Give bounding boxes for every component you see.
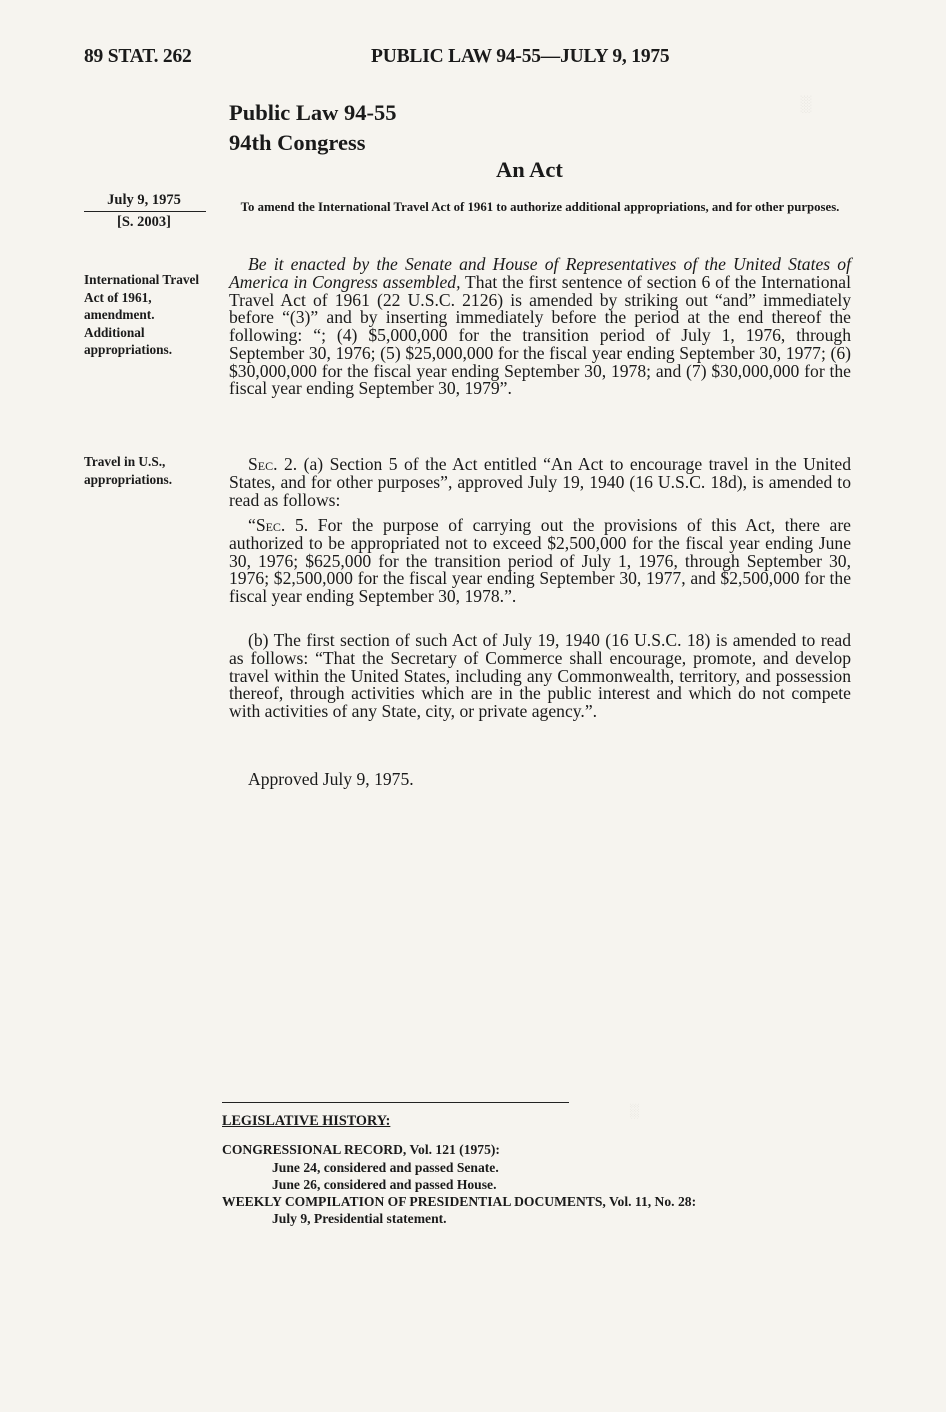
open-quote: “ — [248, 515, 256, 535]
margin-note-travel: Travel in U.S., appropriations. — [84, 454, 173, 487]
act-purpose: To amend the International Travel Act of 1961 to authorize additional appropriations, and for other purposes. — [240, 200, 840, 214]
congress-label: 94th Congress — [229, 130, 366, 155]
section-1-paragraph — [229, 256, 851, 398]
legislative-history-heading: LEGISLATIVE HISTORY: — [222, 1113, 391, 1129]
section-2a-text: 2. (a) Section 5 of the Act entitled “An Act to encourage travel in the United States, and for other purposes”, approved July 19, 1940 (16 U.S.C. 18d), is amended to read as follows: — [229, 454, 851, 510]
history-line: June 26, considered and passed House. — [272, 1177, 497, 1192]
margin-bill-number: [S. 2003] — [117, 214, 171, 230]
margin-note-amendment: International Travel Act of 1961, amendment. Additional appropriations. — [84, 272, 200, 357]
history-divider — [222, 1102, 569, 1103]
section-5-text: 5. For the purpose of carrying out the provisions of this Act, there are authorized to be appropriated not to exceed $2,500,000 for the fiscal year ending June 30, 1976; $625,000 for the transition period of July 1, 1976, through September 30, 1976; $2,500,000 for the fiscal year ending September 30, 1977, and $2,500,000 for the fiscal year ending September 30, 1978.”. — [229, 515, 851, 606]
margin-date: July 9, 1975 — [107, 192, 181, 208]
enacting-clause: Be it enacted by the Senate and House of Representatives of the United States of America in Congress assembled, — [229, 254, 851, 292]
history-line: WEEKLY COMPILATION OF PRESIDENTIAL DOCUMENTS, Vol. 11, No. 28: — [222, 1194, 697, 1209]
section-1-text: That the first sentence of section 6 of the International Travel Act of 1961 (22 U.S.C. 2126) is amended by striking out “and” immediately before “(3)” and by inserting immediately before the period at the end thereof the following: “; (4) $5,000,000 for the transition period of July 1, 1976, through September 30, 1976; (5) $25,000,000 for the fiscal year ending September 30, 1977; (6) $30,000,000 for the fiscal year ending September 30, 1978; and (7) $30,000,000 for the fiscal year ending September 30, 1979”. — [229, 271, 851, 399]
public-law-title: Public Law 94-55 — [229, 100, 397, 125]
section-5-quoted-paragraph — [229, 517, 851, 606]
history-line: June 24, considered and passed Senate. — [272, 1160, 499, 1175]
show-through-texture: ░ — [800, 96, 812, 113]
approval-date: Approved July 9, 1975. — [248, 769, 414, 789]
section-label: Sec. — [255, 515, 286, 535]
section-2b-paragraph: (b) The first section of such Act of July 19, 1940 (16 U.S.C. 18) is amended to read as follows: “That the Secretary of Commerce shall encourage, promote, and develop travel within the United States, including any Commonwealth, territory, and possession thereof, through activities which are in the public interest and which do not compete with activities of any State, city, or private agency.”. — [229, 630, 851, 721]
section-label: Sec. — [248, 454, 278, 474]
statute-page-number: 89 STAT. 262 — [84, 46, 192, 67]
show-through-texture-bottom: ░ — [630, 1103, 640, 1118]
history-line: July 9, Presidential statement. — [272, 1211, 447, 1226]
act-heading: An Act — [496, 157, 563, 182]
section-2a-paragraph — [229, 456, 851, 509]
margin-date-rule — [84, 211, 206, 212]
running-title: PUBLIC LAW 94-55—JULY 9, 1975 — [371, 46, 670, 67]
history-line: CONGRESSIONAL RECORD, Vol. 121 (1975): — [222, 1142, 500, 1157]
